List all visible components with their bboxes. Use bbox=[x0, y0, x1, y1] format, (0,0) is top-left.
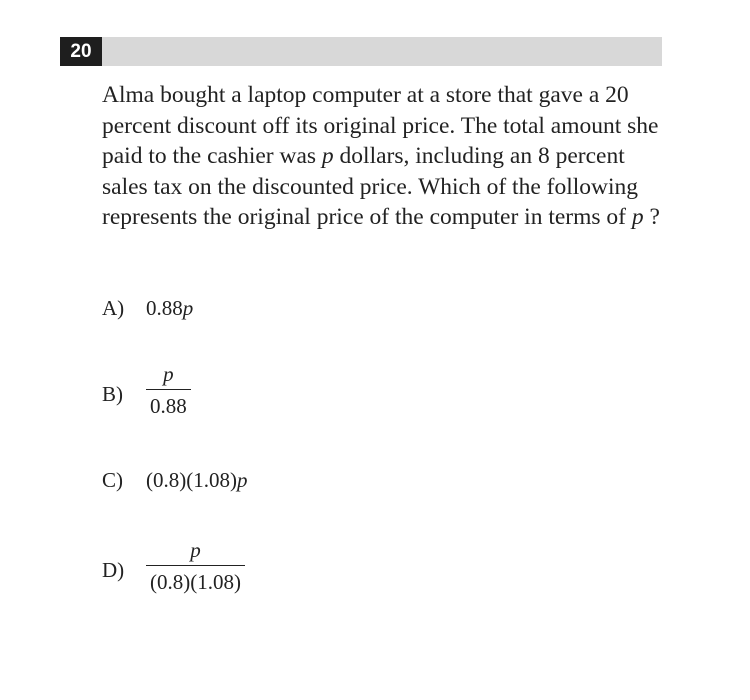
choice-expression bbox=[146, 538, 245, 595]
choice-letter: C) bbox=[102, 468, 123, 492]
question-header-bar bbox=[60, 37, 662, 66]
expression-coefficient: (0.8)(1.08) bbox=[146, 468, 237, 492]
question-number: 20 bbox=[60, 37, 102, 66]
expression-coefficient: 0.88 bbox=[146, 296, 183, 320]
fraction-numerator: p bbox=[190, 538, 201, 562]
fraction bbox=[146, 538, 245, 595]
variable-p: p bbox=[236, 468, 248, 492]
choice-letter: A) bbox=[102, 296, 125, 320]
fraction-numerator: p bbox=[163, 362, 174, 386]
fraction-denominator: 0.88 bbox=[150, 394, 187, 418]
stem-text: ? bbox=[643, 204, 660, 230]
fraction-denominator: (0.8)(1.08) bbox=[150, 570, 241, 594]
question-stem bbox=[102, 80, 672, 233]
stem-text: dollars, including an 8 percent sales tax on the discounted price. Which of the following represents the original price of the computer in terms of bbox=[102, 143, 639, 230]
variable-p: p bbox=[631, 204, 644, 230]
fraction bbox=[146, 362, 191, 419]
choice-letter: D) bbox=[102, 558, 125, 582]
choice-letter: B) bbox=[102, 382, 123, 406]
choice-expression bbox=[146, 468, 247, 493]
variable-p: p bbox=[321, 143, 334, 169]
choice-expression bbox=[146, 296, 193, 321]
stem-text: Alma bought a laptop computer at a store that gave a 20 percent discount off its original price. The total amount she paid to the cashier was bbox=[102, 82, 659, 169]
choice-expression bbox=[146, 362, 191, 419]
variable-p: p bbox=[182, 296, 194, 320]
